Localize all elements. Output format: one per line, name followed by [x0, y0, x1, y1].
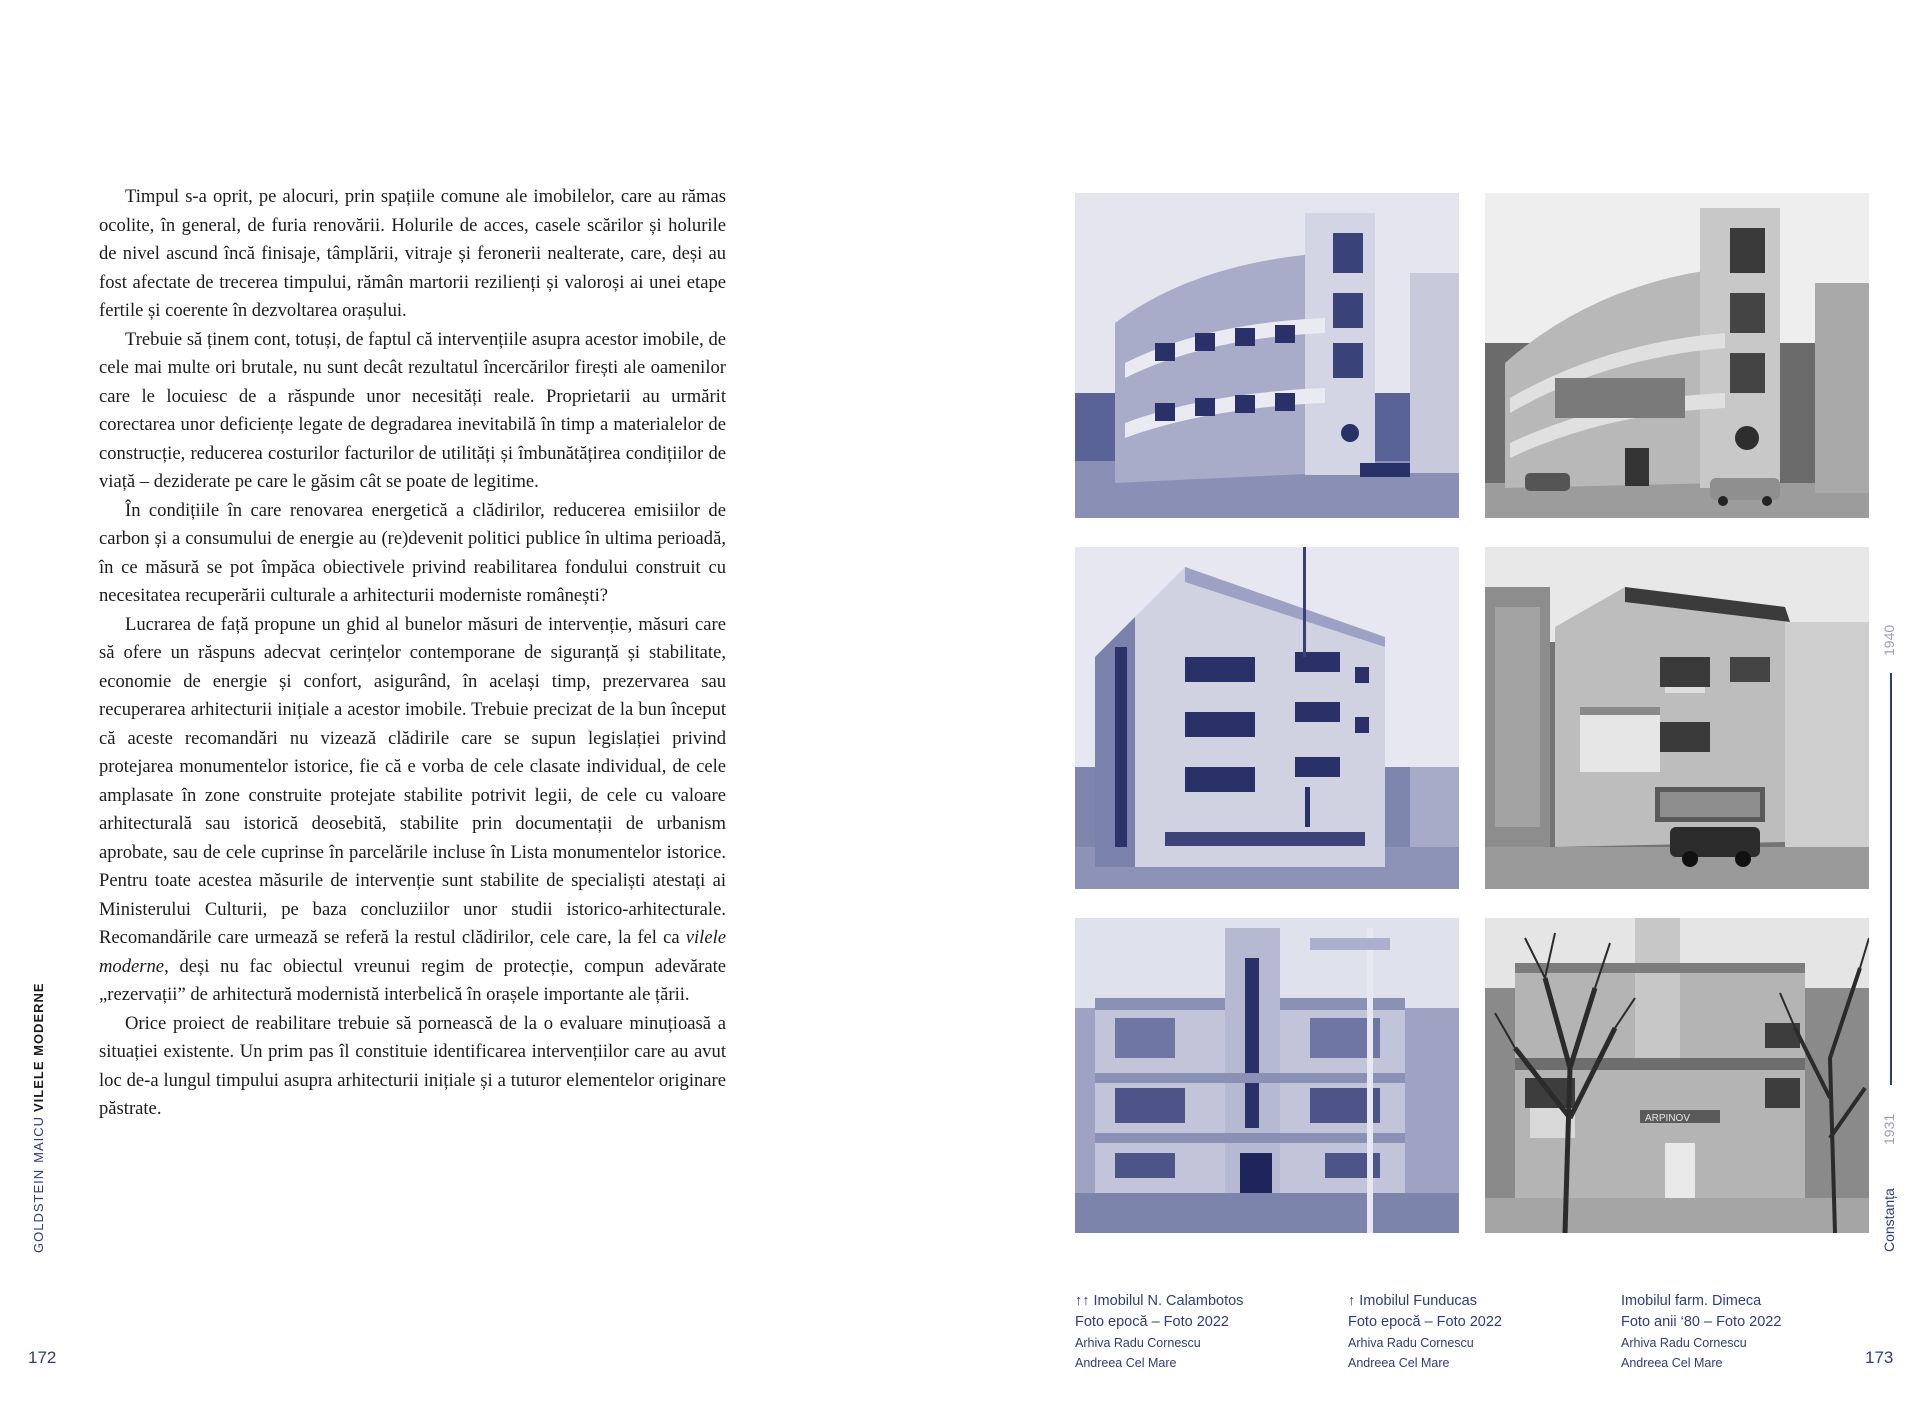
paragraph-4: Lucrarea de față propune un ghid al bunelor măsuri de intervenție, măsuri care să ofere un răspuns adecvat cerințelor contemporane de siguranță și stabilitate, economie de energie și confort, asigurând, în același timp, prezervarea sau recuperarea arhitecturii inițiale a acestor imobile. Trebuie precizat de la bun început că aceste recomandări nu vizează clădirile care se supun legislației privind protejarea monumentelor istorice, fie că e vorba de cele clasate individual, de cele amplasate în zone construite protejate stabilite potrivit legii, de cele cu valoare arhitecturală sau istorică deosebită, stabilite prin documentații de urbanism aprobate, sau de cele cuprinse în parcelările incluse în Lista monumentelor istorice. Pentru toate acestea măsurile de intervenție sunt stabilite de specialiști atestați ai Ministerului Culturii, pe baza concluziilor unor studii istorico-arhitecturale. Recomandările care urmează se referă la restul clădirilor, cele care, la fel ca vilele moderne, deși nu fac obiectul vreunui regim de protecție, compun adevărate „rezervații” de arhitectură modernistă interbelică în orașele importante ale țării.	[99, 613, 726, 1005]
timeline-line	[1890, 673, 1892, 1085]
photo-dimeca-2022	[1485, 918, 1869, 1233]
caption-credit: Andreea Cel Mare	[1348, 1356, 1450, 1370]
timeline-year-end: 1940	[1881, 624, 1897, 656]
caption-credit: Arhiva Radu Cornescu	[1348, 1336, 1474, 1350]
body-text	[99, 183, 726, 1124]
caption-title: Imobilul farm. Dimeca	[1621, 1293, 1762, 1309]
caption-dates: Foto anii ‘80 – Foto 2022	[1621, 1314, 1782, 1330]
city-label: Constanța	[1881, 1188, 1897, 1252]
caption-dimeca	[1621, 1291, 1861, 1373]
paragraph-3: În condițiile în care renovarea energetică a clădirilor, reducerea emisiilor de carbon și a consumului de energie au (re)devenit politici publice în ultima perioadă, în ce măsură se pot împăca obiectivele privind reabilitarea fondului construit cu necesitatea recuperării culturale a arhitecturii moderniste românești?	[99, 499, 726, 606]
shop-sign-text: ARPINOV	[1645, 1113, 1691, 1124]
photo-funducas-historic	[1075, 547, 1459, 889]
page-number-left: 172	[28, 1348, 57, 1367]
caption-credit: Arhiva Radu Cornescu	[1075, 1336, 1201, 1350]
caption-title: ↑ Imobilul Funducas	[1348, 1293, 1477, 1309]
paragraph-2: Trebuie să ținem cont, totuși, de faptul că intervențiile asupra acestor imobile, de cele mai multe ori brutale, nu sunt decât rezultatul încercărilor firești ale oamenilor care le locuiesc de a răspunde unor necesități reale. Proprietarii au urmărit corectarea unor deficiențe legate de degradarea inevitabilă în timp a materialelor de construcție, reducerea costurilor facturilor de utilități și îmbunătățirea condițiilor de viață – deziderate pe care le găsim cât se poate de legitime.	[99, 328, 726, 492]
caption-title: ↑↑ Imobilul N. Calambotos	[1075, 1293, 1244, 1309]
caption-dates: Foto epocă – Foto 2022	[1348, 1314, 1502, 1330]
paragraph-1: Timpul s-a oprit, pe alocuri, prin spațiile comune ale imobilelor, care au rămas ocolite, în general, de furia renovării. Holurile de acces, casele scărilor și holurile de nivel ascund încă finisaje, tâmplării, vitraje și feronerii nealterate, care, deși au fost afectate de trecerea timpului, rămân martorii rezilienți și valoroși ai unei etape fertile și coerente în dezvoltarea orașului.	[99, 186, 726, 321]
spine-authors: GOLDSTEINMAICU	[31, 1115, 46, 1253]
photo-calambotos-2022	[1485, 193, 1869, 518]
paragraph-5: Orice proiect de reabilitare trebuie să pornească de la o evaluare minuțioasă a situației existente. Un prim pas îl constituie identificarea intervențiilor care au avut loc de-a lungul timpului asupra arhitecturii inițiale și a tuturor elementelor originare păstrate.	[99, 1012, 726, 1119]
photo-calambotos-historic	[1075, 193, 1459, 518]
caption-credit: Arhiva Radu Cornescu	[1621, 1336, 1747, 1350]
caption-credit: Andreea Cel Mare	[1621, 1356, 1723, 1370]
timeline-year-start: 1931	[1881, 1113, 1897, 1145]
caption-calambotos	[1075, 1291, 1315, 1373]
spine-section: VILELE MODERNE	[31, 982, 46, 1112]
caption-credit: Andreea Cel Mare	[1075, 1356, 1177, 1370]
photo-dimeca-historic	[1075, 918, 1459, 1233]
photo-funducas-2022	[1485, 547, 1869, 889]
emphasis-vilele-moderne: vilele moderne	[99, 927, 726, 977]
caption-dates: Foto epocă – Foto 2022	[1075, 1314, 1229, 1330]
page-number-right: 173	[1865, 1348, 1894, 1367]
caption-funducas	[1348, 1291, 1588, 1373]
